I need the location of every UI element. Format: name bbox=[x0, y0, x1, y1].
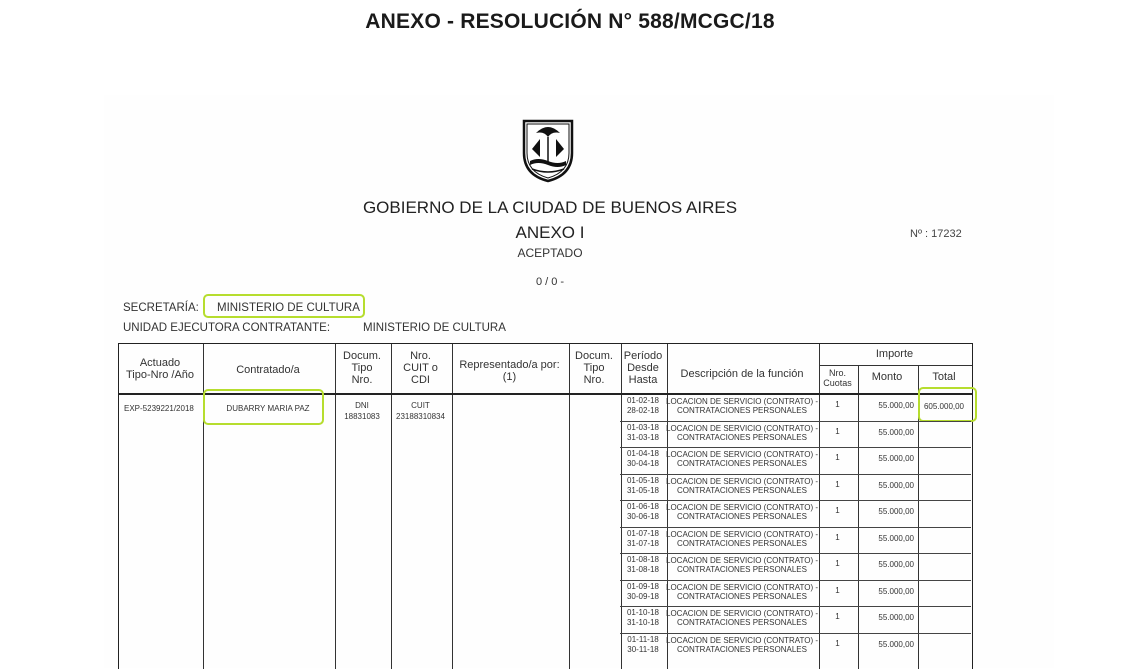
cell-descripcion-1: LOCACION DE SERVICIO (CONTRATO) - bbox=[666, 397, 819, 406]
cell-descripcion-2: CONTRATACIONES PERSONALES bbox=[677, 512, 807, 521]
row-divider bbox=[620, 553, 971, 554]
cell-monto: 55.000,00 bbox=[878, 613, 914, 622]
secretaria-highlight bbox=[203, 294, 365, 318]
cell-desde: 01-04-18 bbox=[626, 449, 660, 458]
header-documento-2: Docum. Tipo Nro. bbox=[575, 350, 613, 386]
cell-actuado: EXP-5239221/2018 bbox=[124, 404, 194, 413]
row-divider bbox=[620, 500, 971, 501]
header-documento: Docum. Tipo Nro. bbox=[343, 350, 381, 386]
cell-descripcion-2: CONTRATACIONES PERSONALES bbox=[677, 591, 807, 601]
cell-descripcion-2: CONTRATACIONES PERSONALES bbox=[677, 406, 807, 415]
cell-hasta: 31-08-18 bbox=[626, 565, 660, 574]
header-descripcion: Descripción de la función bbox=[680, 368, 804, 380]
cell-monto: 55.000,00 bbox=[878, 401, 914, 410]
header-total: Total bbox=[932, 371, 956, 383]
cell-hasta: 31-07-18 bbox=[626, 538, 660, 548]
cell-hasta: 30-09-18 bbox=[626, 591, 660, 601]
cell-desde: 01-09-18 bbox=[626, 581, 660, 591]
cell-monto: 55.000,00 bbox=[878, 560, 914, 569]
header-periodo: Período Desde Hasta bbox=[623, 350, 663, 386]
cell-hasta: 31-03-18 bbox=[626, 432, 660, 442]
unidad-label: UNIDAD EJECUTORA CONTRATANTE: bbox=[123, 322, 331, 334]
cell-descripcion-2: CONTRATACIONES PERSONALES bbox=[677, 459, 807, 468]
cell-descripcion-1: LOCACION DE SERVICIO (CONTRATO) - bbox=[666, 503, 819, 512]
page-counter: 0 / 0 - bbox=[535, 276, 565, 288]
status-label: ACEPTADO bbox=[517, 246, 583, 260]
header-contratado: Contratado/a bbox=[236, 364, 300, 376]
row-divider bbox=[620, 527, 971, 528]
cell-monto: 55.000,00 bbox=[878, 480, 914, 490]
header-monto: Monto bbox=[871, 371, 903, 383]
cell-desde: 01-06-18 bbox=[626, 502, 660, 511]
row-divider bbox=[620, 421, 971, 422]
cell-descripcion-1: LOCACION DE SERVICIO (CONTRATO) - bbox=[666, 609, 819, 618]
cell-descripcion-2: CONTRATACIONES PERSONALES bbox=[677, 485, 807, 495]
header-importe: Importe bbox=[875, 348, 914, 360]
cell-total: 605.000,00 bbox=[923, 402, 965, 411]
cell-descripcion-1: LOCACION DE SERVICIO (CONTRATO) - bbox=[666, 423, 819, 433]
cell-cuotas: 1 bbox=[835, 479, 840, 489]
cell-cuotas: 1 bbox=[835, 506, 840, 515]
row-divider bbox=[620, 447, 971, 448]
cell-cuotas: 1 bbox=[835, 532, 840, 542]
row-divider bbox=[620, 580, 971, 581]
row-divider bbox=[620, 606, 971, 607]
cell-descripcion-1: LOCACION DE SERVICIO (CONTRATO) - bbox=[666, 582, 819, 592]
cell-monto: 55.000,00 bbox=[878, 427, 914, 437]
cell-desde: 01-11-18 bbox=[627, 634, 659, 644]
cell-descripcion-2: CONTRATACIONES PERSONALES bbox=[677, 644, 807, 654]
row-divider bbox=[620, 633, 971, 634]
cell-descripcion-1: LOCACION DE SERVICIO (CONTRATO) - bbox=[666, 450, 819, 459]
cell-desde: 01-03-18 bbox=[626, 422, 660, 432]
cell-descripcion-1: LOCACION DE SERVICIO (CONTRATO) - bbox=[666, 635, 819, 645]
cell-desde: 01-05-18 bbox=[626, 475, 660, 485]
header-cuotas: Nro. Cuotas bbox=[823, 368, 852, 388]
cell-cuotas: 1 bbox=[835, 559, 840, 568]
government-heading: GOBIERNO DE LA CIUDAD DE BUENOS AIRES bbox=[362, 198, 738, 217]
cell-cuit-tipo: CUIT bbox=[411, 401, 430, 410]
header-cuit: Nro. CUIT o CDI bbox=[403, 350, 438, 386]
cell-monto: 55.000,00 bbox=[878, 507, 914, 516]
header-actuado: Actuado Tipo-Nro /Año bbox=[125, 357, 195, 381]
cell-hasta: 31-10-18 bbox=[626, 618, 660, 627]
cell-descripcion-2: CONTRATACIONES PERSONALES bbox=[677, 432, 807, 442]
cell-monto: 55.000,00 bbox=[878, 533, 914, 543]
cell-desde: 01-10-18 bbox=[626, 608, 660, 617]
secretaria-label: SECRETARÍA: bbox=[123, 302, 199, 314]
cell-doc-tipo: DNI bbox=[355, 401, 369, 410]
cell-descripcion-2: CONTRATACIONES PERSONALES bbox=[677, 565, 807, 574]
secretaria-value: MINISTERIO DE CULTURA bbox=[217, 302, 360, 314]
cell-monto: 55.000,00 bbox=[878, 586, 914, 596]
total-highlight bbox=[918, 387, 977, 422]
cell-descripcion-1: LOCACION DE SERVICIO (CONTRATO) - bbox=[666, 556, 819, 565]
cell-desde: 01-02-18 bbox=[626, 396, 660, 405]
cell-cuotas: 1 bbox=[835, 585, 840, 595]
row-divider bbox=[620, 474, 971, 475]
cell-hasta: 30-06-18 bbox=[626, 512, 660, 521]
cell-desde: 01-08-18 bbox=[626, 555, 660, 564]
cell-doc-nro: 18831083 bbox=[344, 412, 380, 421]
cell-descripcion-1: LOCACION DE SERVICIO (CONTRATO) - bbox=[666, 529, 819, 539]
document-number: Nº : 17232 bbox=[910, 228, 962, 240]
cell-hasta: 31-05-18 bbox=[626, 485, 660, 495]
cell-cuotas: 1 bbox=[835, 638, 840, 648]
annex-heading: ANEXO I bbox=[515, 223, 585, 242]
city-seal-icon bbox=[518, 113, 578, 183]
cell-monto: 55.000,00 bbox=[878, 454, 914, 463]
cell-cuotas: 1 bbox=[835, 400, 840, 409]
cell-hasta: 28-02-18 bbox=[626, 406, 660, 415]
cell-cuotas: 1 bbox=[835, 612, 840, 621]
cell-cuit-nro: 23188310834 bbox=[396, 412, 445, 421]
cell-monto: 55.000,00 bbox=[878, 639, 914, 649]
cell-descripcion-2: CONTRATACIONES PERSONALES bbox=[677, 618, 807, 627]
cell-desde: 01-07-18 bbox=[626, 528, 660, 538]
unidad-value: MINISTERIO DE CULTURA bbox=[363, 322, 506, 334]
page-title: ANEXO - RESOLUCIÓN N° 588/MCGC/18 bbox=[365, 10, 775, 33]
cell-hasta: 30-04-18 bbox=[626, 459, 660, 468]
header-representado: Representado/a por: (1) bbox=[459, 359, 560, 383]
cell-contratado: DUBARRY MARIA PAZ bbox=[226, 404, 310, 413]
cell-descripcion-1: LOCACION DE SERVICIO (CONTRATO) - bbox=[666, 476, 819, 486]
cell-descripcion-2: CONTRATACIONES PERSONALES bbox=[677, 538, 807, 548]
cell-cuotas: 1 bbox=[835, 453, 840, 462]
cell-cuotas: 1 bbox=[835, 426, 840, 436]
cell-hasta: 30-11-18 bbox=[627, 644, 659, 654]
contratado-highlight bbox=[203, 389, 324, 425]
